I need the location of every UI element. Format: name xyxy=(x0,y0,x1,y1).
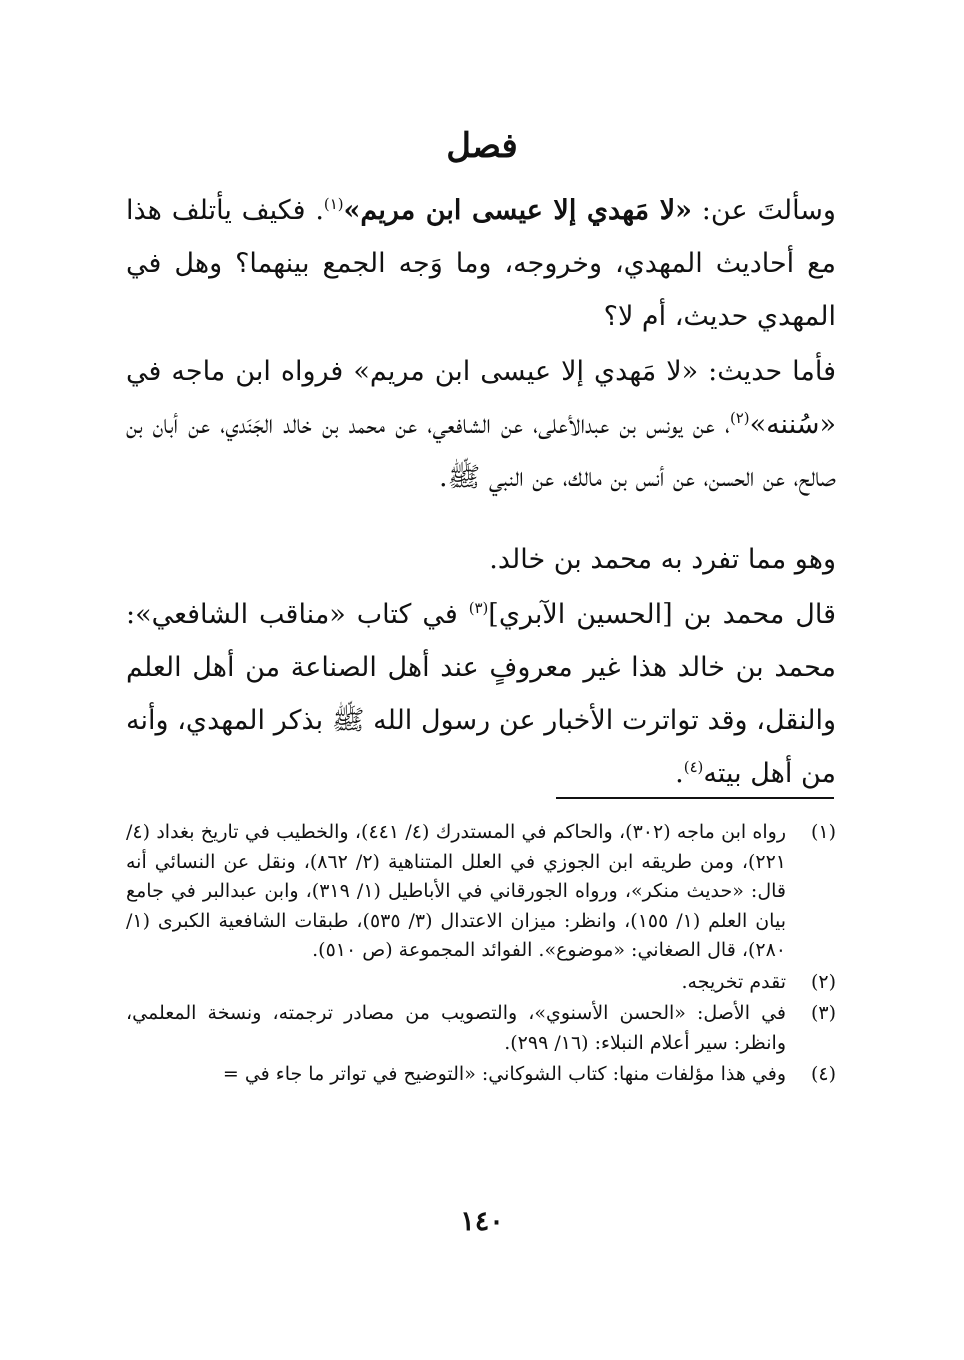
hadith-quote: «لا مَهدي إلا عيسى ابن مريم» xyxy=(343,195,693,226)
footnotes-section xyxy=(126,818,836,1092)
footnote-number: (٤) xyxy=(810,1063,836,1085)
paragraph-text: فأما حديث: xyxy=(698,356,836,387)
paragraph-text: قال محمد بن [الحسين الآبري] xyxy=(488,599,836,630)
footnote-divider xyxy=(556,797,834,799)
footnote-text: رواه ابن ماجه (٣٠٢)، والحاكم في المستدرك (٤/ ٤٤١)، والخطيب في تاريخ بغداد (٤/ ٢٢١)، ومن طريقه ابن الجوزي في العلل المتناهية (٢/ ٨٦٢)، ونقل عن النسائي أنه قال: «حديث منكر»، ورواه الجورقاني في الأباطيل (١/ ٣١٩)، وابن عبدالبر في جامع بيان العلم (١/ ١٥٥)، وانظر: ميزان الاعتدال (٣/ ٥٣٥)، طبقات الشافعية الكبرى (١/ ٢٨٠)، قال الصغاني: «موضوع». الفوائد المجموعة (ص ٥١٠). xyxy=(126,821,787,961)
footnote xyxy=(126,999,836,1058)
paragraph-text: ، عن يونس بن عبدالأعلى، عن الشافعي، عن محمد بن خالد الجَنَدي، عن أبان بن صالح، عن الحسن، عن أنس بن مالك، عن النبي ﷺ. xyxy=(126,409,836,493)
footnote-text: تقدم تخريجه. xyxy=(681,970,786,993)
footnote xyxy=(126,968,836,998)
answer-paragraph xyxy=(126,345,836,504)
question-paragraph xyxy=(126,184,836,343)
citation-paragraph xyxy=(126,588,836,800)
footnote-number: (٣) xyxy=(810,1002,836,1024)
remark-paragraph: وهو مما تفرد به محمد بن خالد. xyxy=(489,544,836,575)
footnote xyxy=(126,818,836,966)
paragraph-text: وسألتَ عن: xyxy=(692,195,836,226)
footnote-marker: (٣) xyxy=(468,599,489,617)
footnote-number: (١) xyxy=(810,821,836,843)
paragraph-text: في كتاب «مناقب الشافعي»: محمد بن خالد هذا غير معروفٍ عند أهل الصناعة من أهل العلم والنقل، وقد تواترت الأخبار عن رسول الله ﷺ بذكر المهدي، وأنه من أهل بيته xyxy=(126,599,836,789)
footnote-marker: (٤) xyxy=(683,758,704,776)
paragraph-text: . فكيف يأتلف هذا مع أحاديث المهدي، وخروجه، وما وَجه الجمع بينهما؟ وهل في المهدي حديث، أم لا؟ xyxy=(126,195,836,332)
footnote-text: في الأصل: «الحسن الأسنوي»، والتصويب من مصادر ترجمته، ونسخة المعلمي، وانظر: سير أعلام النبلاء: (١٦/ ٢٩٩). xyxy=(126,1002,786,1054)
footnote xyxy=(126,1060,836,1090)
page-number: ١٤٠ xyxy=(460,1206,504,1237)
paragraph-text: . xyxy=(675,758,684,789)
hadith-quote: «لا مَهدي إلا عيسى ابن مريم» xyxy=(353,356,699,387)
paragraph-text: فرواه ابن ماجه في «سُننه» xyxy=(126,356,836,440)
footnote-number: (٢) xyxy=(810,970,836,993)
footnote-marker: (١) xyxy=(323,195,344,213)
footnote-marker: (٢) xyxy=(729,409,750,427)
footnote-text: وفي هذا مؤلفات منها: كتاب الشوكاني: «التوضيح في تواتر ما جاء في = xyxy=(222,1063,786,1085)
section-title: فصل xyxy=(446,126,518,166)
